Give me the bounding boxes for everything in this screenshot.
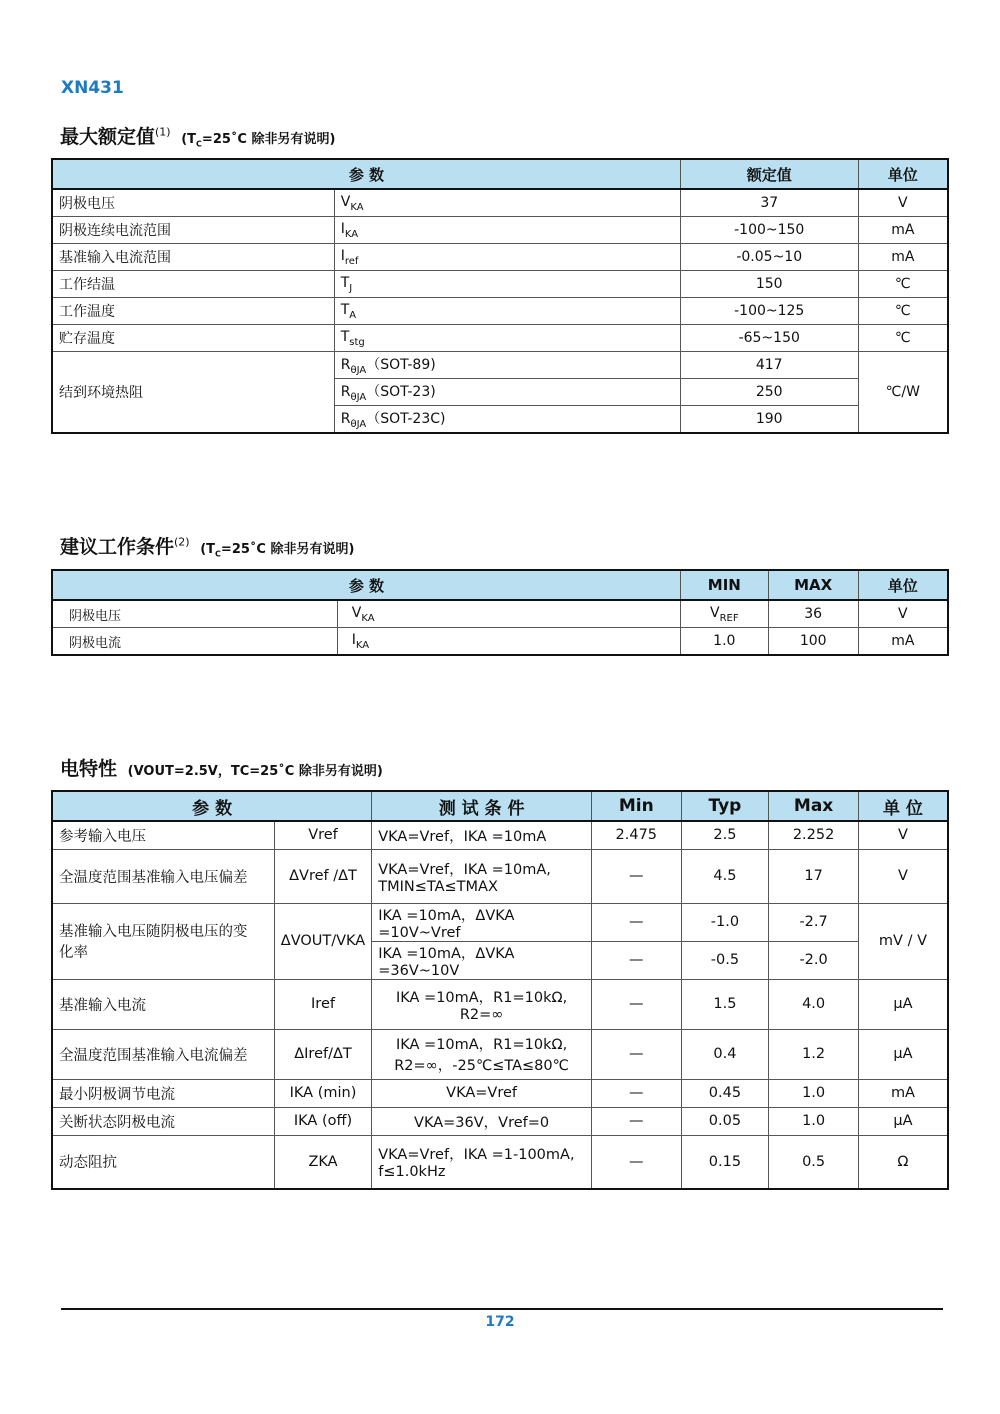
rating-value: 37: [680, 189, 858, 217]
unit: Ω: [858, 1135, 948, 1189]
unit: mV / V: [858, 903, 948, 979]
typ-value: 0.45: [681, 1079, 769, 1107]
min-value: —: [591, 903, 681, 941]
param-symbol: $T_J$: [334, 271, 680, 298]
rating-value: -100~150: [680, 217, 858, 244]
param-name: 动态阻抗: [52, 1135, 274, 1189]
test-condition: IKA =10mA，R1=10kΩ, R2=∞，-25℃≤TA≤80℃: [372, 1029, 592, 1079]
typ-value: 0.15: [681, 1135, 769, 1189]
table-row: [52, 628, 948, 656]
min-value: —: [591, 1079, 681, 1107]
table-row: [52, 821, 948, 849]
param-name: 工作结温: [52, 271, 334, 298]
table-header: [52, 570, 948, 600]
unit: mA: [858, 628, 948, 656]
param-name: 阴极电压: [52, 189, 334, 217]
header-unit: 单位: [858, 570, 948, 600]
table-row: [52, 1079, 948, 1107]
table-row: [52, 244, 948, 271]
param-name: 全温度范围基准输入电流偏差: [52, 1029, 274, 1079]
min-value: —: [591, 1107, 681, 1135]
unit: V: [858, 600, 948, 628]
param-symbol: ΔVOUT/VKA: [274, 903, 371, 979]
table-row: [52, 903, 948, 941]
rating-value: 250: [680, 379, 858, 406]
param-symbol: ZKA: [274, 1135, 371, 1189]
unit: ℃: [858, 271, 948, 298]
max-value: 2.252: [769, 821, 859, 849]
max-ratings-table: [51, 158, 949, 434]
rating-value: 150: [680, 271, 858, 298]
unit: mA: [858, 217, 948, 244]
rating-value: -65~150: [680, 325, 858, 352]
test-condition: VKA=Vref，IKA =1-100mA, f≤1.0kHz: [372, 1135, 592, 1189]
unit: V: [858, 189, 948, 217]
min-value: 1.0: [680, 628, 768, 656]
header-condition: 测 试 条 件: [372, 791, 592, 821]
param-symbol: $T_A$: [334, 298, 680, 325]
header-rating: 额定值: [680, 159, 858, 189]
unit: ℃: [858, 298, 948, 325]
max-value: -2.7: [769, 903, 859, 941]
table-row: [52, 600, 948, 628]
table-header: [52, 791, 948, 821]
unit: mA: [858, 1079, 948, 1107]
typ-value: -1.0: [681, 903, 769, 941]
param-name: 全温度范围基准输入电压偏差: [52, 849, 274, 903]
header-max: MAX: [768, 570, 858, 600]
header-unit: 单 位: [858, 791, 948, 821]
min-value: —: [591, 941, 681, 979]
param-symbol: $R_{\theta JA}(SOT-23)$: [334, 379, 680, 406]
table-row: [52, 1135, 948, 1189]
table-row: [52, 1107, 948, 1135]
param-symbol: $T_{stg}$: [334, 325, 680, 352]
unit: μA: [858, 1029, 948, 1079]
param-symbol: Vref: [274, 821, 371, 849]
param-symbol: Iref: [274, 979, 371, 1029]
section-title-recommended: [60, 532, 354, 559]
unit: ℃/W: [858, 352, 948, 434]
footer-divider: [61, 1308, 943, 1310]
table-header: [52, 159, 948, 189]
unit: ℃: [858, 325, 948, 352]
max-value: 36: [768, 600, 858, 628]
title-footnote: (2): [174, 535, 190, 549]
max-value: 1.0: [769, 1107, 859, 1135]
param-name: 阴极电压: [52, 600, 337, 628]
title-footnote: (1): [155, 125, 171, 139]
title-text: 建议工作条件: [60, 536, 175, 558]
min-value: 2.475: [591, 821, 681, 849]
header-min: Min: [591, 791, 681, 821]
title-text: 最大额定值: [60, 126, 156, 148]
unit: μA: [858, 1107, 948, 1135]
header-typ: Typ: [681, 791, 769, 821]
param-name: 最小阴极调节电流: [52, 1079, 274, 1107]
param-name: 基准输入电流范围: [52, 244, 334, 271]
max-value: 4.0: [769, 979, 859, 1029]
param-symbol: IKA (off): [274, 1107, 371, 1135]
param-name: 工作温度: [52, 298, 334, 325]
max-value: 1.2: [769, 1029, 859, 1079]
test-condition: VKA=Vref，IKA =10mA: [372, 821, 592, 849]
test-condition: IKA =10mA，R1=10kΩ, R2=∞: [372, 979, 592, 1029]
param-name: 基准输入电压随阴极电压的变 化率: [52, 903, 274, 979]
typ-value: 2.5: [681, 821, 769, 849]
typ-value: 1.5: [681, 979, 769, 1029]
param-name: 阴极连续电流范围: [52, 217, 334, 244]
typ-value: 0.4: [681, 1029, 769, 1079]
max-value: 0.5: [769, 1135, 859, 1189]
test-condition: VKA=Vref: [372, 1079, 592, 1107]
section-title-max-ratings: [60, 122, 335, 149]
title-condition: (VOUT=2.5V，TC=25˚C 除非另有说明): [127, 764, 383, 779]
header-unit: 单位: [858, 159, 948, 189]
table-row: [52, 298, 948, 325]
test-condition: VKA=36V，Vref=0: [372, 1107, 592, 1135]
param-symbol: IKA (min): [274, 1079, 371, 1107]
param-name: 基准输入电流: [52, 979, 274, 1029]
title-text: 电特性: [60, 758, 118, 780]
title-condition: ($T_C=25˚C$ 除非另有说明): [181, 132, 336, 149]
max-value: 1.0: [769, 1079, 859, 1107]
table-row: [52, 325, 948, 352]
page-number: 172: [485, 1314, 515, 1330]
min-value: —: [591, 1029, 681, 1079]
header-param: 参 数: [52, 570, 680, 600]
param-name: 关断状态阴极电流: [52, 1107, 274, 1135]
table-row: [52, 352, 948, 379]
typ-value: 0.05: [681, 1107, 769, 1135]
rating-value: -100~125: [680, 298, 858, 325]
max-value: 17: [769, 849, 859, 903]
param-symbol: $I_{ref}$: [334, 244, 680, 271]
min-value: $V_{REF}$: [680, 600, 768, 628]
min-value: —: [591, 849, 681, 903]
table-row: [52, 979, 948, 1029]
rating-value: 190: [680, 406, 858, 434]
title-condition: ($T_C=25˚C$ 除非另有说明): [200, 542, 355, 559]
test-condition: IKA =10mA，ΔVKA =36V~10V: [372, 941, 592, 979]
unit: V: [858, 849, 948, 903]
param-symbol: $I_{KA}$: [334, 217, 680, 244]
header-min: MIN: [680, 570, 768, 600]
unit: μA: [858, 979, 948, 1029]
param-name: 贮存温度: [52, 325, 334, 352]
unit: V: [858, 821, 948, 849]
table-row: [52, 1029, 948, 1079]
electrical-characteristics-table: [51, 790, 949, 1190]
min-value: —: [591, 1135, 681, 1189]
part-number: XN431: [61, 78, 124, 98]
header-max: Max: [769, 791, 859, 821]
typ-value: -0.5: [681, 941, 769, 979]
rating-value: 417: [680, 352, 858, 379]
param-symbol: $I_{KA}$: [337, 628, 680, 656]
param-symbol: ΔVref /ΔT: [274, 849, 371, 903]
unit: mA: [858, 244, 948, 271]
section-title-electrical: [60, 754, 383, 781]
table-row: [52, 217, 948, 244]
max-value: 100: [768, 628, 858, 656]
header-param: 参 数: [52, 791, 372, 821]
rating-value: -0.05~10: [680, 244, 858, 271]
max-value: -2.0: [769, 941, 859, 979]
header-param: 参 数: [52, 159, 680, 189]
param-name: 阴极电流: [52, 628, 337, 656]
recommended-conditions-table: [51, 569, 949, 656]
param-symbol: $R_{\theta JA}(SOT-23C)$: [334, 406, 680, 434]
typ-value: 4.5: [681, 849, 769, 903]
param-name: 参考输入电压: [52, 821, 274, 849]
param-symbol: $V_{KA}$: [337, 600, 680, 628]
table-row: [52, 849, 948, 903]
test-condition: VKA=Vref，IKA =10mA, TMIN≤TA≤TMAX: [372, 849, 592, 903]
table-row: [52, 189, 948, 217]
param-symbol: $V_{KA}$: [334, 189, 680, 217]
param-symbol: $R_{\theta JA}(SOT-89)$: [334, 352, 680, 379]
min-value: —: [591, 979, 681, 1029]
table-row: [52, 271, 948, 298]
param-symbol: ΔIref/ΔT: [274, 1029, 371, 1079]
param-name: 结到环境热阻: [52, 352, 334, 434]
test-condition: IKA =10mA，ΔVKA =10V~Vref: [372, 903, 592, 941]
